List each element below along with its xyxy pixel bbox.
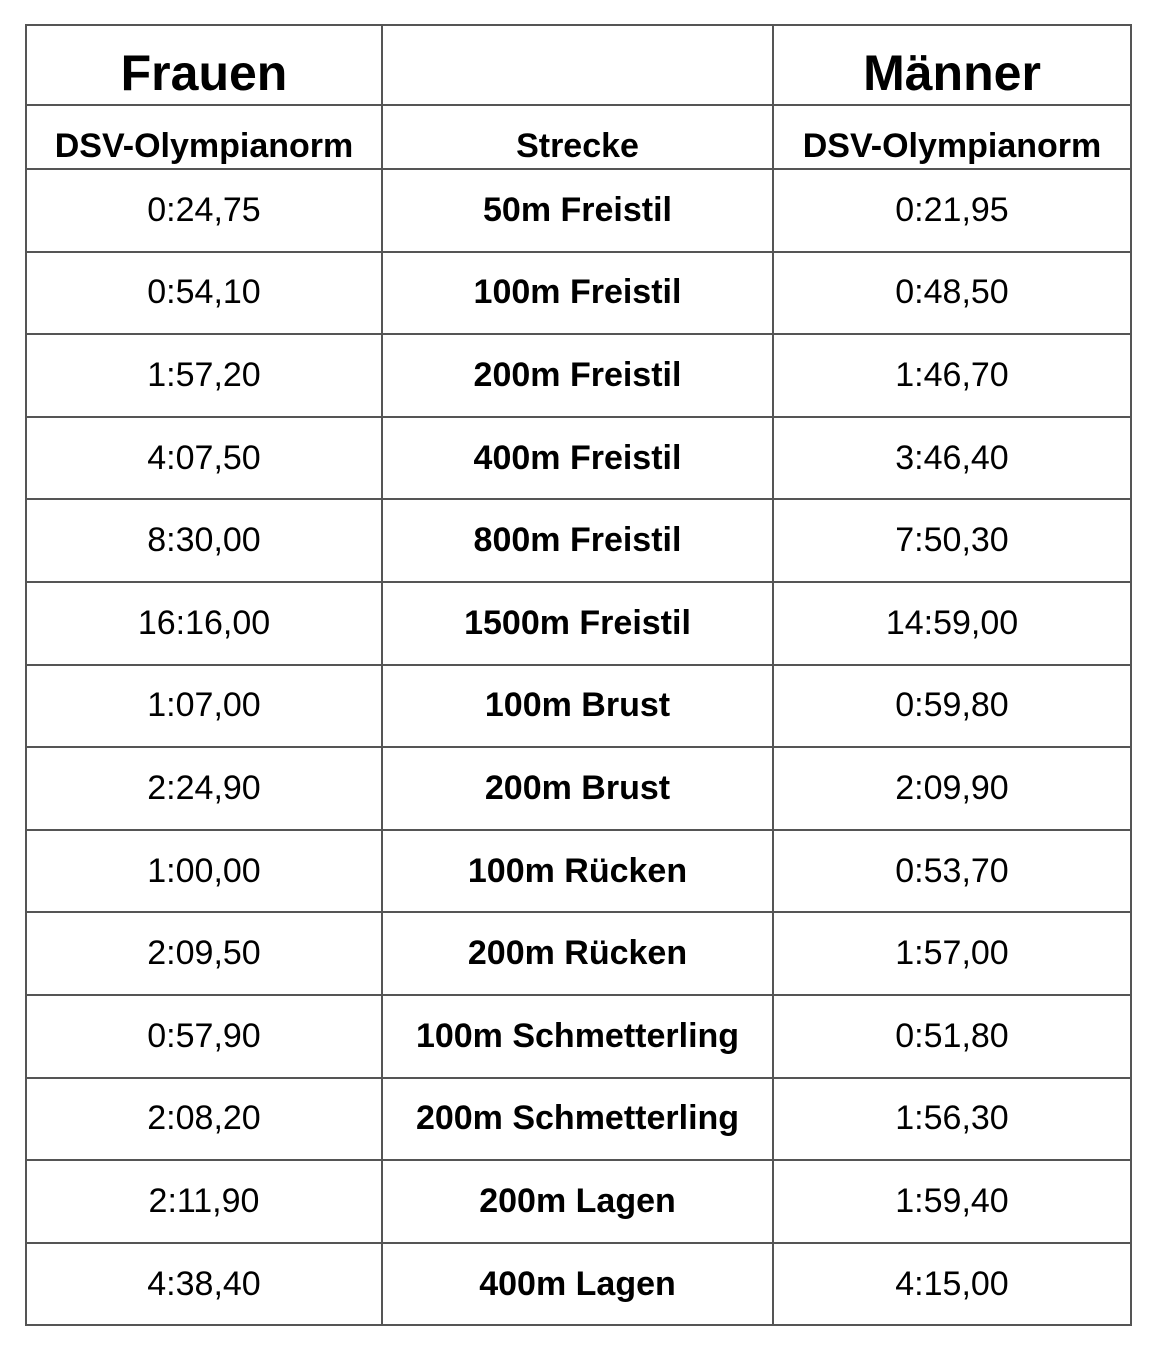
table-row xyxy=(26,912,1131,995)
women-time: 16:16,00 xyxy=(26,582,382,665)
event-name: 200m Schmetterling xyxy=(382,1078,773,1161)
table-row xyxy=(26,995,1131,1078)
women-norm-header: DSV-Olympianorm xyxy=(26,105,382,169)
middle-title xyxy=(382,25,773,105)
table-row xyxy=(26,334,1131,417)
women-time: 4:38,40 xyxy=(26,1243,382,1326)
women-time: 1:00,00 xyxy=(26,830,382,913)
women-time: 0:54,10 xyxy=(26,252,382,335)
event-name: 800m Freistil xyxy=(382,499,773,582)
women-time: 2:09,50 xyxy=(26,912,382,995)
women-time: 0:24,75 xyxy=(26,169,382,252)
event-name: 200m Rücken xyxy=(382,912,773,995)
group-header-row xyxy=(26,25,1131,105)
event-header: Strecke xyxy=(382,105,773,169)
women-time: 2:24,90 xyxy=(26,747,382,830)
table-row xyxy=(26,1078,1131,1161)
event-name: 100m Freistil xyxy=(382,252,773,335)
table-row xyxy=(26,830,1131,913)
table-row xyxy=(26,747,1131,830)
table-row xyxy=(26,499,1131,582)
women-time: 8:30,00 xyxy=(26,499,382,582)
men-time: 0:51,80 xyxy=(773,995,1131,1078)
column-header-row xyxy=(26,105,1131,169)
table-row xyxy=(26,582,1131,665)
table-row xyxy=(26,665,1131,748)
table-row xyxy=(26,169,1131,252)
men-time: 0:48,50 xyxy=(773,252,1131,335)
table-row xyxy=(26,1243,1131,1326)
men-time: 3:46,40 xyxy=(773,417,1131,500)
men-time: 14:59,00 xyxy=(773,582,1131,665)
men-time: 0:59,80 xyxy=(773,665,1131,748)
event-name: 200m Freistil xyxy=(382,334,773,417)
women-time: 0:57,90 xyxy=(26,995,382,1078)
table-row xyxy=(26,1160,1131,1243)
event-name: 200m Lagen xyxy=(382,1160,773,1243)
men-time: 1:46,70 xyxy=(773,334,1131,417)
event-name: 100m Schmetterling xyxy=(382,995,773,1078)
men-time: 4:15,00 xyxy=(773,1243,1131,1326)
women-time: 1:57,20 xyxy=(26,334,382,417)
men-title: Männer xyxy=(773,25,1131,105)
table-row xyxy=(26,417,1131,500)
men-norm-header: DSV-Olympianorm xyxy=(773,105,1131,169)
men-time: 0:21,95 xyxy=(773,169,1131,252)
men-time: 2:09,90 xyxy=(773,747,1131,830)
event-name: 100m Brust xyxy=(382,665,773,748)
men-time: 0:53,70 xyxy=(773,830,1131,913)
men-time: 1:57,00 xyxy=(773,912,1131,995)
women-title: Frauen xyxy=(26,25,382,105)
event-name: 200m Brust xyxy=(382,747,773,830)
olympic-norm-table xyxy=(25,24,1132,1326)
women-time: 4:07,50 xyxy=(26,417,382,500)
event-name: 1500m Freistil xyxy=(382,582,773,665)
event-name: 400m Lagen xyxy=(382,1243,773,1326)
men-time: 1:56,30 xyxy=(773,1078,1131,1161)
men-time: 7:50,30 xyxy=(773,499,1131,582)
table-row xyxy=(26,252,1131,335)
men-time: 1:59,40 xyxy=(773,1160,1131,1243)
women-time: 2:08,20 xyxy=(26,1078,382,1161)
table-body xyxy=(26,25,1131,1325)
women-time: 1:07,00 xyxy=(26,665,382,748)
event-name: 400m Freistil xyxy=(382,417,773,500)
women-time: 2:11,90 xyxy=(26,1160,382,1243)
event-name: 50m Freistil xyxy=(382,169,773,252)
event-name: 100m Rücken xyxy=(382,830,773,913)
